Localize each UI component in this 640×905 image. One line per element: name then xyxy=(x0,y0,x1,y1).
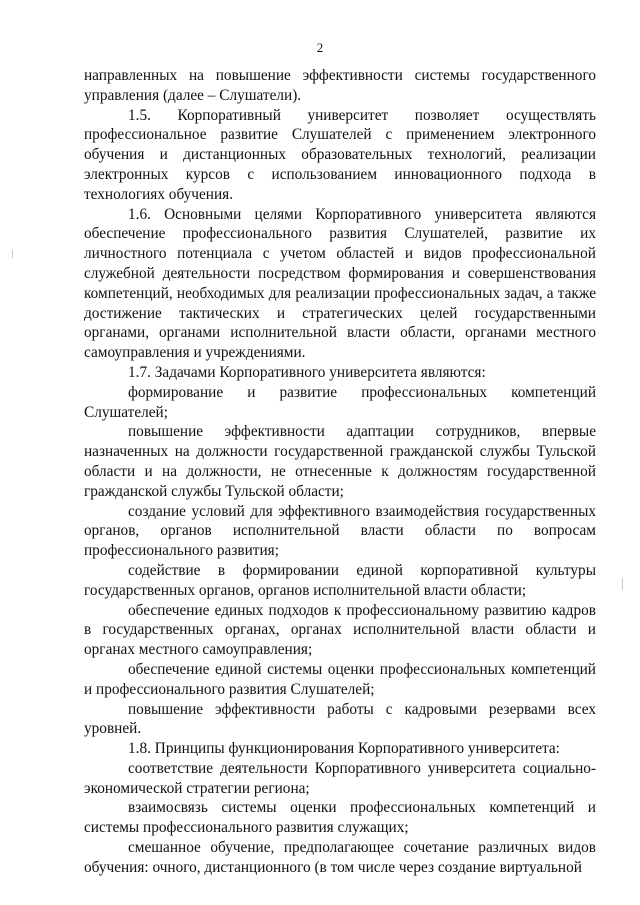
paragraph: повышение эффективности адаптации сотрудников, впервые назначенных на должности государственной гражданской службы Тульской области и на должности, не отнесенные к должностям государственной гражданской службы Тульской области; xyxy=(84,423,596,500)
paragraph: соответствие деятельности Корпоративного университета социально-экономической стратегии региона; xyxy=(84,759,596,797)
paragraph: обеспечение единых подходов к профессиональному развитию кадров в государственных органах, органах исполнительной власти области и органах местного самоуправления; xyxy=(84,601,596,659)
scan-artifact xyxy=(12,250,13,258)
scan-artifact xyxy=(622,578,623,590)
document-body xyxy=(84,66,596,878)
paragraph: повышение эффективности работы с кадровыми резервами всех уровней. xyxy=(84,700,596,738)
paragraph: 1.5. Корпоративный университет позволяет осуществлять профессиональное развитие Слушателей с применением электронного обучения и дистанционных образовательных технологий, реализации электронных курсов с использованием инновационного подхода в технологиях обучения. xyxy=(84,106,596,203)
paragraph: смешанное обучение, предполагающее сочетание различных видов обучения: очного, дистанционного (в том числе через создание виртуальной xyxy=(84,839,596,876)
paragraph: содействие в формировании единой корпоративной культуры государственных органов, органов исполнительной власти области; xyxy=(84,561,596,599)
paragraph: направленных на повышение эффективности системы государственного управления (далее – Слушатели). xyxy=(84,67,596,104)
paragraph: 1.8. Принципы функционирования Корпоративного университета: xyxy=(128,740,560,758)
paragraph: обеспечение единой системы оценки профессиональных компетенций и профессионального развития Слушателей; xyxy=(84,660,596,698)
paragraph: 1.7. Задачами Корпоративного университета являются: xyxy=(128,363,486,381)
paragraph: взаимосвязь системы оценки профессиональных компетенций и системы профессионального развития служащих; xyxy=(84,799,596,837)
paragraph: формирование и развитие профессиональных компетенций Слушателей; xyxy=(84,383,596,421)
paragraph: создание условий для эффективного взаимодействия государственных органов, органов исполнительной власти области по вопросам профессионального развития; xyxy=(84,502,596,560)
paragraph: 1.6. Основными целями Корпоративного университета являются обеспечение профессионального развития Слушателей, развитие их личностного потенциала с учетом областей и видов профессиональной служебной деятельности посредством формирования и совершенствования компетенций, необходимых для реализации профессиональных задач, а также достижение тактических и стратегических целей государственными органами, органами исполнительной власти области, органами местного самоуправления и учреждениями. xyxy=(84,205,596,362)
page-number: 2 xyxy=(316,40,324,55)
